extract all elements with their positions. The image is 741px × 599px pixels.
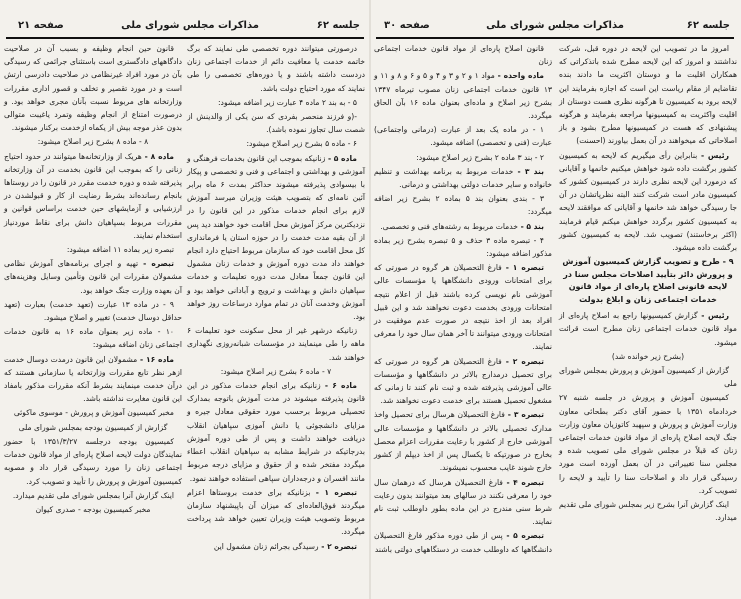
paragraph [374,220,552,233]
paragraph-text: گزارش از کمیسیون بودجه بمجلس شورای ملی [18,422,168,432]
paragraph-lead: تبصره - [138,259,174,269]
paragraph [374,123,552,149]
paragraph [559,391,737,497]
paragraph-text: ۹ - طرح و تصویب گزارش کمیسیون آموزش و پرورش دائر بتأیید اصلاحات مجلس سنا در لایحه قانونی اصلاح پاره‌ای از مواد قانون خدمات اجتماعی زنان و ابلاغ بدولت [562,257,734,304]
paragraph-text: فارغ التحصیلان هرسال که درهمان سال خود را معرفی نکنند در سالهای بعد میتوانند بدون رعایت شرط سنی مندرج در این ماده بطور داوطلب ثبت نام نمایند. [374,477,552,527]
paragraph [374,42,552,68]
page-left [0,0,370,599]
paragraph-text: ۶ - ماده ۵ بشرح زیر اصلاح میشود: [246,139,357,149]
section-heading [559,256,737,306]
paragraph-text: -(و فرزند منحصر بفردی که سن یکی از والدینش از شصت سال تجاوز نموده باشد). [187,112,365,135]
paragraph-text: بنابراین رأی میگیریم که لایحه به کمیسیون کشور برگشت داده شود خواهش میکنیم خانمها و آقایانی که درمورد این لایحه نظری دارند در کمیسیون کشور که کمیسیون مادر است شرکت کنند البته نظرپاتشان در آن جا رسیدگی خواهد شد خانمها و آقایانی که موافقند لایحه به کمیسیون کشور برگردد خواهش میکنم قیام فرمایند (اکثر برخاستند) تصویب شد. لایحه به کمیسیون کشور برگشت داده میشود. [559,150,737,253]
paragraph-lead: رئیس - [697,150,729,160]
paragraph-lead: ماده ۵ - [325,153,357,163]
session-number: جلسه ۶۲ [316,20,360,31]
page-title: مذاکرات مجلس شورای ملی [121,20,259,31]
paragraph-text: مخبر کمیسیون بودجه - صدری کیوان [35,504,151,514]
paragraph-lead: رئیس - [697,311,730,321]
paragraph-text: اینک گزارش آنرا بشرح زیر بمجلس شورای ملی تقدیم میدارد. [559,500,737,523]
paragraph [4,243,182,256]
paragraph [187,540,365,553]
session-number: جلسه ۶۲ [686,20,730,31]
paragraph-text: کمیسیون بودجه درجلسه ۱۳۵۱/۳/۲۷ با حضور نمایندگان دولت لایحه اصلاح پاره‌ای از مواد قانون خدمات اجتماعی زنان را مورد رسیدگی قرار داد و مصوبه کمیسیون آموزش و پرورش را تأیید و تصویب کرد. [4,436,182,486]
paragraph [374,261,552,353]
paragraph [374,192,552,218]
paragraph [374,355,552,408]
paragraph-text: اینک گزارش آنرا بمجلس شورای ملی تقدیم میدارد. [12,490,174,500]
paragraph-text: (بشرح زیر خوانده شد) [611,351,685,361]
paragraph-text: ۲ - بند ۳ ماده ۲ بشرح زیر اصلاح میشود: [416,152,544,162]
paragraph-text: قانون حین انجام وظیفه و بسبب آن در صلاحیت دادگاههای دادگستری است باستثنای جرائمی که رسیدگی بآن در مورد افراد غیرنظامی در صلاحیت دادرسی ارتش است و در مورد تقصیر و تخلف و قصور اداری مقررات وزارتخانه های مربوط نسبت بآنان مجری خواهد بود. و درصورت امتناع از انجام وظیفه وتمرد یاغیبت متوالی بدون عذر موجه بیش از یکماه ازخدمت برکنار میشوند. [4,44,182,133]
paragraph [4,503,182,516]
paragraph [4,489,182,502]
text-column-left [374,42,552,557]
paragraph-text: مخبر کمیسیون آموزش و پرورش - موسوی ماکوئی [13,408,174,418]
paragraph-lead: ماده ۸ - [141,151,175,161]
paragraph-text: خدمات مربوط به برنامه بهداشت و تنظیم خانواده و سایر خدمات دولتی بهداشتی و درمانی. [374,166,552,190]
paragraph-text: ۱ - در ماده یک بعد از عبارت (درمانی واجتماعی) عبارت (فنی و تخصصی) اضافه میشود. [374,125,552,148]
paragraph-text: ۴ - تبصره ماده ۳ حذف و ۵ تبصره بشرح زیر بماده مذکور اضافه میشود: [374,235,552,259]
paragraph [374,408,552,474]
text-column-right [187,42,365,554]
paragraph-lead: ماده ۶ - [320,381,357,391]
paragraph [559,309,737,349]
paragraph-text: ۱۰ - ماده زیر بعنوان ماده ۱۶ به قانون خدمات اجتماعی زنان اضافه میشود: [4,327,182,350]
paragraph-text: تبصره زیر بماده ۱۱ اضافه میشود: [66,245,174,255]
paragraph-text: قانون اصلاح پاره‌ای از مواد قانون خدمات اجتماعی زنان [374,44,552,67]
paragraph-text: هریک از وزارتخانه‌ها میتوانند در حدود احتیاج زنانی را که بموجب این قانون بخدمت در آن وزارتخانه پذیرفته شده و دوره خدمت مقرر در قانون را در روستاها بانجام رسانده‌اند بشرط رضایت از کار و قبولشدن در ارزشیابی و آزمایشهای حین خدمت براساس قوانین و مقررات مربوط بسپاهیان دانش برای نقاط موردنیاز استخدام نمایند. [4,151,182,240]
paragraph-text: فارغ التحصیلان هرسال برای تحصیل واخذ مدارک تحصیلی بالاتر در دانشگاهها و مؤسسات عالی آموزشی خارج از کشور با رعایت مقررات اعزام محصل بخارج در صورتیکه تا یکسال پس از اخذ دیپلم از کشور خارج شوند غایب محسوب نمیشوند. [374,410,552,473]
paragraph-lead: بند ۵ - [517,221,544,231]
paragraph [187,486,365,539]
paragraph [4,298,182,324]
paragraph [187,152,365,324]
paragraph-text: پس از طی دوره مذکور فارغ التحصیلان دانشگاهها که داوطلب خدمت در دستگاههای دولتی باشند [374,531,552,554]
paragraph-text: خدمات مربوط به رشته‌های فنی و تخصصی. [380,221,518,231]
paragraph-lead: بند ۳ - [513,166,544,176]
paragraph-text: تهیه و اجرای برنامه‌های آموزش نظامی مشمولان مقررات این قانون وتأمین وسایل وهزینه‌های آن بعهده وزارت جنگ خواهد بود. [4,259,182,295]
paragraph-text: کمیسیون آموزش و پرورش در جلسه شنبه ۲۷ خردادماه ۱۳۵۱ با حضور آقای دکتر بطحائی معاون وزارت آموزش و پرورش و سپهبد کاتوزیان معاون وزارت جنگ لایحه اصلاح پاره‌ای از مواد قانون خدمات اجتماعی زنان که قبلاً در مجلس شورای ملی تصویب شده و مجلس سنا تغییراتی در آن بعمل آورده است مورد رسیدگی قرار داد و اصلاحات سنا را تأیید و لایحه را تصویب کرد. [559,393,738,495]
paragraph-text: زنانیکه درشهر غیر از محل سکونت خود تعلیمات ۶ ماهه را طی مینمایند در مؤسسات شبانه‌روزی نگهداری خواهند شد. [187,326,365,362]
text-column-right [559,42,737,526]
paragraph-text: ۳ - بندی بعنوان بند ۵ بماده ۲ بشرح زیر اضافه میگردد: [374,194,552,217]
paragraph-text: درصورتی میتوانند دوره تخصصی طی نمایند که برگ خاتمه خدمت یا معافیت دائم از خدمات اجتماعی زنان دردست داشته باشند و یا دوره‌های تخصصی را طی نمایند که مورد احتیاج دولت باشد. [187,44,365,93]
paragraph [4,435,182,488]
paragraph [559,42,737,148]
paragraph-lead: تبصره ۳ - [504,410,544,420]
paragraph [374,476,552,529]
paragraph [374,234,552,260]
paragraph-text: فارغ التحصیلان هر گروه در صورتی که برای تحصیل درمدارج بالاتر در دانشگاهها و مؤسسات عالی آموزشی پذیرفته شده و ثبت نام کنند تا زمانی که مشغول تحصیل هستند برای خدمت دعوت نخواهند شد. [374,356,552,406]
paragraph [4,325,182,351]
paragraph [187,324,365,364]
paragraph-text: مواد ۱ و ۲ و ۳ و ۴ و ۵ و ۶ و ۸ و ۱۱ و ۱۳ قانون خدمات اجتماعی زنان مصوب تیرماه ۱۳۴۷ بشرح زیر اصلاح و ماده‌ای بعنوان ماده ۱۶ بآن الحاق میگردد. [374,71,552,121]
page-title: مذاکرات مجلس شورای ملی [486,20,624,31]
paragraph [374,165,552,191]
paragraph [4,353,182,406]
paragraph [559,364,737,390]
paragraph-lead: تبصره ۱ - [501,263,544,273]
paragraph-text: ۵ - به بند ۲ ماده ۴ عبارت زیر اضافه میشود: [218,97,357,107]
page-number: صفحه ۳۰ [384,20,430,31]
paragraph-text: ۹ - در ماده ۱۳ عبارت (تعهد خدمت) بعبارت (تعهد حداقل دوسال خدمت) تغییر و اصلاح میشود. [4,299,182,323]
paragraph-lead: تبصره ۲ - [318,541,357,551]
paragraph [4,421,182,434]
paragraph-lead: تبصره ۲ - [501,356,544,366]
paragraph [374,151,552,164]
paragraph [374,69,552,122]
paragraph [559,350,737,363]
paragraph-text: گزارش از کمیسیون آموزش و پرورش بمجلس شورای ملی [559,366,737,389]
paragraph [374,529,552,555]
paragraph [4,42,182,134]
paragraph-text: مشمولان این قانون درمدت دوسال خدمت ازهر نظر تابع مقررات وزارتخانه یا سازمانی هستند که درآن خدمت مینمایند بشرط آنکه مقررات مذکور بامفاد این قانون مغایرت نداشته باشد. [4,354,182,404]
paragraph [187,96,365,109]
paragraph-text: زنانیکه برای انجام خدمات مذکور در این قانون پذیرفته میشوند در مدت آموزش باتوجه بمدارک تحصیلی مربوط برحسب مورد حقوقی معادل جیره و مزایای دانشجوئی یا دانش آموزی سپاهیان انقلاب دریافت خواهند داشت و پس از طی دوره آموزش بدرجاتیکه در شرایط مشابه به سپاهیان انقلاب اعطاء میگردد مفتخر شده و از حقوق و مزایای درجه مربوط مانند افسران و درجه‌داران سپاهی استفاده خواهند نمود. [187,381,365,483]
paragraph-lead: ماده ۱۶ - [137,354,174,364]
paragraph-text: گزارش کمیسیونها راجع به اصلاح پاره‌ای از مواد قانون خدمات اجتماعی زنان مطرح است قرائت میشود. [559,311,737,347]
paragraph [187,365,365,378]
paragraph [4,406,182,419]
paragraph [187,137,365,150]
paragraph-lead: تبصره ۴ - [502,477,544,487]
text-column-left [4,42,182,517]
paragraph-text: ۸ - ماده ۸ بشرح زیر اصلاح میشود: [37,137,149,147]
header-rule [6,37,364,39]
page-number: صفحه ۲۱ [18,20,64,31]
paragraph-text: امروز ما در تصویب این لایحه در دوره قبل، شرکت نداشتند و امروز که این لایحه مطرح شده باتذکراتی که همکاران اقلیت ما و دوستان اکثریت ما دادند بنده تقاضایم از مقام ریاست این است که اجازه بفرمایند این لایحه برود به کمیسیون تا هرگونه نظری هست دوستان از اقلیت واکثریت به کمیسیونها مراجعه بفرمایند و هرگونه پیشنهادی که هست در کمیسیونها مطرح بشود و باز اصلاحاتی که میخواهند در آن بعمل بیاورند (احسنت) [559,44,737,146]
paragraph [4,150,182,242]
paragraph-text: زنانیکه بموجب این قانون بخدمات فرهنگی و آموزشی و بهداشتی و اجتماعی و فنی و تخصصی و پیکار با بیسوادی پذیرفته میشوند حداکثر بمدت ۶ ماه برابر آئین نامه‌ای که بتصویب هیئت وزیران میرسد آموزش لازم برای انجام خدمات مذکور در این قانون را در نزدیکترین مرکز آموزش محل اقامت خود خواهند دید پس از آن بقیه مدت خدمت را در حوزه استان یا فرمانداری کل محل اقامت خود که سازمان مربوط احتیاج دارد انجام خواهند داد مدت دوره آموزش و خدمات زنان مشمول این قانون جمعاً معادل مدت دوره تعلیمات و خدمات سپاهیان دانش و بهداشت و ترویج و آبادانی خواهد بود و آموزش وخدمت آنان در تمام موارد درساعات روز خواهد بود. [187,153,366,322]
paragraph [559,149,737,255]
page-right [370,0,741,599]
paragraph [559,498,737,524]
paragraph [187,42,365,95]
paragraph-text: بزنانیکه برای خدمت بروستاها اعزام میگردند فوق‌العاده‌ای که میزان آن باپیشنهاد سازمان مربوط وتصویب هیئت وزیران تعیین خواهد شد پرداخت میگردد. [187,487,365,537]
paragraph-lead: ماده واحده - [494,71,544,81]
paragraph-text: ۷ - ماده ۶ بشرح زیر اصلاح میشود: [220,366,332,376]
paragraph [187,379,365,485]
paragraph-lead: تبصره ۵ - [502,531,544,541]
header-rule [376,37,734,39]
paragraph [187,110,365,136]
paragraph-lead: تبصره ۱ - [310,487,357,497]
paragraph-text: فارغ التحصیلان هر گروه در صورتی که برای امتحانات ورودی دانشگاهها یا مؤسسات عالی آموزشی نام نویسی کرده باشند قبل از اعلام نتیجه امتحانات ورودی بخدمت دعوت نخواهند شد و این قبیل افراد بعد از اخذ نتیجه در صورت عدم موفقیت در امتحانات ورودی میتوانند تا آخر همان سال خود را معرفی نمایند. [374,263,552,352]
paragraph [4,257,182,297]
paragraph-text: رسیدگی بجرائم زنان مشمول این [213,541,319,551]
paragraph [4,135,182,148]
